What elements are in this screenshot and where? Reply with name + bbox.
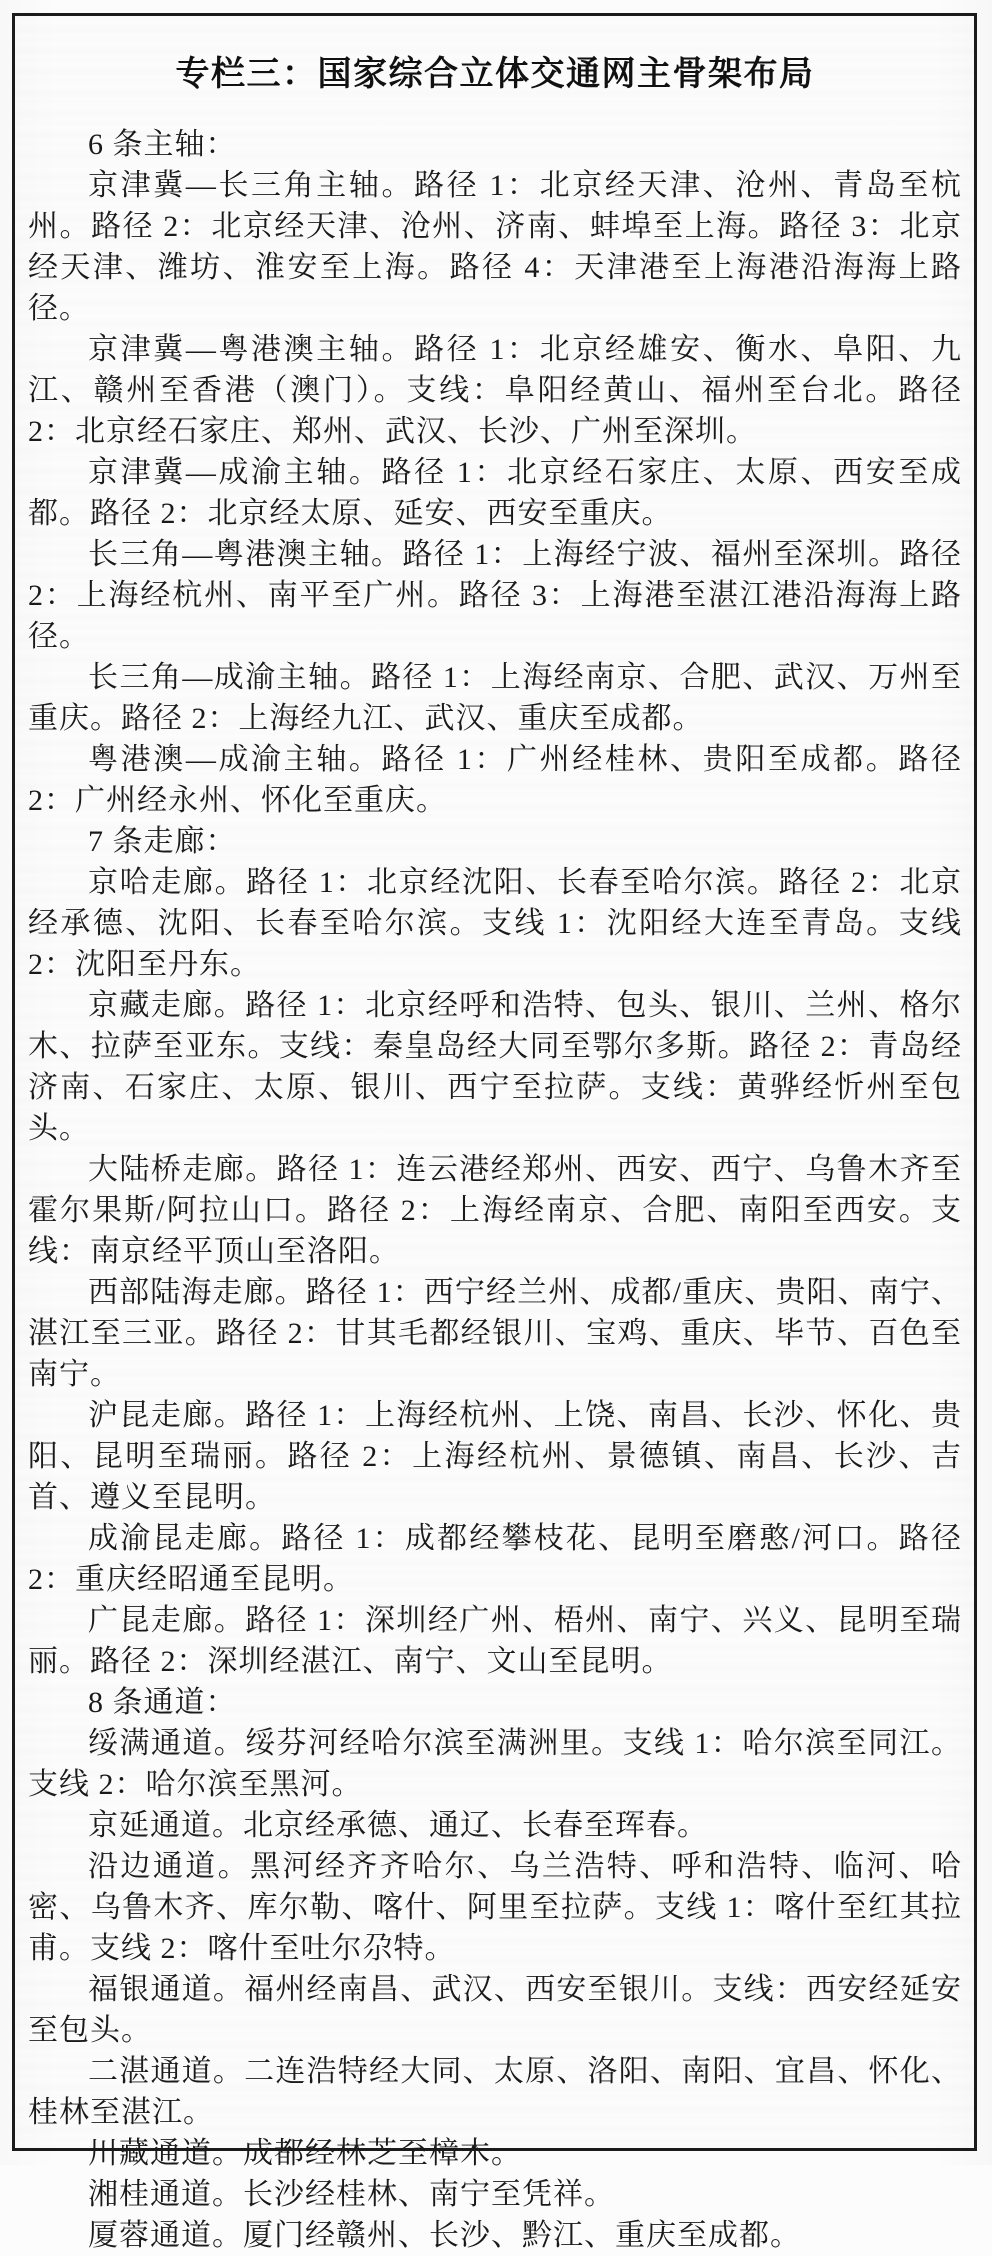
section-heading-passages: 8 条通道： — [88, 1686, 237, 1719]
paragraph-passage-suiman: 绥满通道。绥芬河经哈尔滨至满洲里。支线 1：哈尔滨至同江。支线 2：哈尔滨至黑河。 — [28, 1727, 962, 1801]
paragraph-passage-chuanzang: 川藏通道。成都经林芝至樟木。 — [88, 2137, 522, 2170]
paragraph-axis-changsanjiao-yuegangao: 长三角—粤港澳主轴。路径 1：上海经宁波、福州至深圳。路径 2：上海经杭州、南平至广州。路径 3：上海港至湛江港沿海海上路径。 — [28, 538, 962, 653]
paragraph-corridor-jingha: 京哈走廊。路径 1：北京经沈阳、长春至哈尔滨。路径 2：北京经承德、沈阳、长春至哈尔滨。支线 1：沈阳经大连至青岛。支线 2：沈阳至丹东。 — [28, 866, 962, 981]
paragraph-axis-jingjinji-changsanjiao: 京津冀—长三角主轴。路径 1：北京经天津、沧州、青岛至杭州。路径 2：北京经天津、沧州、济南、蚌埠至上海。路径 3：北京经天津、潍坊、淮安至上海。路径 4：天津港至上海港沿海海上路径。 — [28, 169, 962, 325]
paragraph-corridor-hukun: 沪昆走廊。路径 1：上海经杭州、上饶、南昌、长沙、怀化、贵阳、昆明至瑞丽。路径 2：上海经杭州、景德镇、南昌、长沙、吉首、遵义至昆明。 — [28, 1399, 962, 1514]
paragraph-corridor-xibuluhai: 西部陆海走廊。路径 1：西宁经兰州、成都/重庆、贵阳、南宁、湛江至三亚。路径 2：甘其毛都经银川、宝鸡、重庆、毕节、百色至南宁。 — [28, 1276, 962, 1391]
section-heading-corridors: 7 条走廊： — [88, 825, 237, 858]
section-heading-main-axes: 6 条主轴： — [88, 128, 237, 161]
paragraph-passage-erzhan: 二湛通道。二连浩特经大同、太原、洛阳、南阳、宜昌、怀化、桂林至湛江。 — [28, 2055, 962, 2129]
paragraph-corridor-chengyukun: 成渝昆走廊。路径 1：成都经攀枝花、昆明至磨憨/河口。路径 2：重庆经昭通至昆明。 — [28, 1522, 962, 1596]
paragraph-passage-xianggui: 湘桂通道。长沙经桂林、南宁至凭祥。 — [88, 2178, 615, 2211]
column-box-border — [12, 13, 977, 2252]
section-main-axes — [28, 124, 962, 821]
section-passages — [28, 1682, 962, 2256]
paragraph-passage-yanbian: 沿边通道。黑河经齐齐哈尔、乌兰浩特、呼和浩特、临河、哈密、乌鲁木齐、库尔勒、喀什、阿里至拉萨。支线 1：喀什至红其拉甫。支线 2：喀什至吐尔尕特。 — [28, 1850, 962, 1965]
paragraph-axis-jingjinji-yuegangao: 京津冀—粤港澳主轴。路径 1：北京经雄安、衡水、阜阳、九江、赣州至香港（澳门）。支线：阜阳经黄山、福州至台北。路径 2：北京经石家庄、郑州、武汉、长沙、广州至深圳。 — [28, 333, 962, 448]
paragraph-axis-yuegangao-chengyu: 粤港澳—成渝主轴。路径 1：广州经桂林、贵阳至成都。路径 2：广州经永州、怀化至重庆。 — [28, 743, 962, 817]
box-title: 专栏三：国家综合立体交通网主骨架布局 — [175, 55, 815, 93]
paragraph-passage-xiarong: 厦蓉通道。厦门经赣州、长沙、黔江、重庆至成都。 — [88, 2219, 801, 2252]
paragraph-corridor-guangkun: 广昆走廊。路径 1：深圳经广州、梧州、南宁、兴义、昆明至瑞丽。路径 2：深圳经湛江、南宁、文山至昆明。 — [28, 1604, 962, 1678]
paragraph-corridor-jingzang: 京藏走廊。路径 1：北京经呼和浩特、包头、银川、兰州、格尔木、拉萨至亚东。支线：秦皇岛经大同至鄂尔多斯。路径 2：青岛经济南、石家庄、太原、银川、西宁至拉萨。支线：黄骅经忻州至包头。 — [28, 989, 962, 1145]
paragraph-axis-changsanjiao-chengyu: 长三角—成渝主轴。路径 1：上海经南京、合肥、武汉、万州至重庆。路径 2：上海经九江、武汉、重庆至成都。 — [28, 661, 962, 735]
paragraph-passage-jingyan: 京延通道。北京经承德、通辽、长春至珲春。 — [88, 1809, 708, 1842]
paragraph-corridor-daluqiao: 大陆桥走廊。路径 1：连云港经郑州、西安、西宁、乌鲁木齐至霍尔果斯/阿拉山口。路径 2：上海经南京、合肥、南阳至西安。支线：南京经平顶山至洛阳。 — [28, 1153, 962, 1268]
section-corridors — [28, 821, 962, 1682]
paragraph-axis-jingjinji-chengyu: 京津冀—成渝主轴。路径 1：北京经石家庄、太原、西安至成都。路径 2：北京经太原、延安、西安至重庆。 — [28, 456, 962, 530]
paragraph-passage-fuyin: 福银通道。福州经南昌、武汉、西安至银川。支线：西安经延安至包头。 — [28, 1973, 962, 2047]
